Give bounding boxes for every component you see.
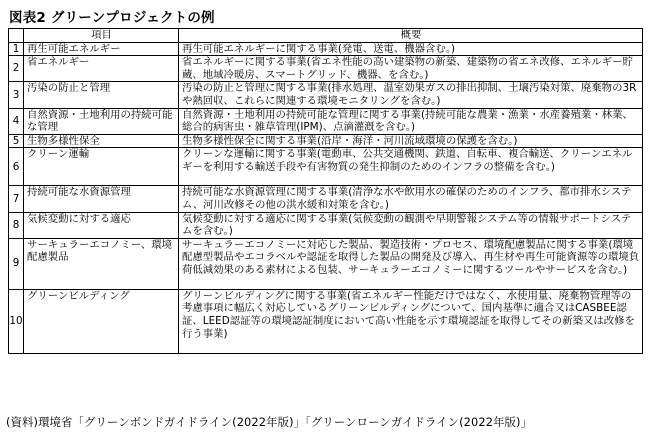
row-number: 3 [9,82,24,108]
header-number [9,29,24,43]
row-number: 6 [9,148,24,186]
row-item: 自然資源・土地利用の持続可能な管理 [24,108,179,134]
row-item: 再生可能エネルギー [24,42,179,56]
row-item: グリーンビルディング [24,289,179,353]
figure-title: 図表2 グリーンプロジェクトの例 [9,10,215,26]
source-note: (資料)環境省「グリーンボンドガイドライン(2022年版)」「グリーンローンガイドライン(2022年版)」 [6,415,533,429]
row-number: 7 [9,186,24,212]
header-item: 項目 [24,29,179,43]
row-summary: 省エネルギーに関する事業(省エネ性能の高い建築物の新築、建築物の省エネ改修、エネルギー貯蔵、地域冷暖房、スマートグリッド、機器、を含む。) [179,56,643,82]
table-row [9,212,643,238]
row-summary: クリーンな運輸に関する事業(電動車、公共交通機関、鉄道、自転車、複合輸送、クリーンエネルギーを利用する輸送手段や有害物質の発生抑制のためのインフラの整備を含む。) [179,148,643,186]
row-number: 5 [9,134,24,148]
header-summary: 概要 [179,29,643,43]
table-row [9,56,643,82]
row-number: 4 [9,108,24,134]
table-row [9,148,643,186]
table-row [9,42,643,56]
row-summary: 生物多様性保全に関する事業(沿岸・海洋・河川流域環境の保護を含む。) [179,134,643,148]
row-summary: 自然資源・土地利用の持続可能な管理に関する事業(持続可能な農業・漁業・水産養殖業・林業、総合的病害虫・雑草管理(IPM)、点滴灌漑を含む。) [179,108,643,134]
row-item: 省エネルギー [24,56,179,82]
table-row [9,134,643,148]
table-row [9,289,643,353]
table-row [9,238,643,289]
row-summary: グリーンビルディングに関する事業(省エネルギー性能だけではなく、水使用量、廃棄物管理等の考慮事項に幅広く対応しているグリーンビルディングについて、国内基準に適合又はCASBEE認証、LEED認証等の環境認証制度において高い性能を示す環境認証を取得してその新築又は改修を行う事業) [179,289,643,353]
green-project-table [8,28,643,354]
row-item: クリーン運輸 [24,148,179,186]
row-number: 10 [9,289,24,353]
row-summary: 持続可能な水資源管理に関する事業(清浄な水や飲用水の確保のためのインフラ、都市排水システム、河川改修その他の洪水緩和対策を含む。) [179,186,643,212]
row-item: 持続可能な水資源管理 [24,186,179,212]
row-summary: 再生可能エネルギーに関する事業(発電、送電、機器含む。) [179,42,643,56]
row-number: 9 [9,238,24,289]
row-summary: サーキュラーエコノミーに対応した製品、製造技術・プロセス、環境配慮製品に関する事業(環境配慮型製品やエコラベルや認証を取得した製品の開発及び導入、再生材や再生可能資源等の環境負荷低減効果のある素材による包装、サーキュラーエコノミーに関するツールやサービスを含む。) [179,238,643,289]
table-header-row [9,29,643,43]
row-item: 汚染の防止と管理 [24,82,179,108]
row-item: 気候変動に対する適応 [24,212,179,238]
row-number: 8 [9,212,24,238]
row-item: 生物多様性保全 [24,134,179,148]
table-row [9,108,643,134]
row-summary: 気候変動に対する適応に関する事業(気候変動の観測や早期警報システム等の情報サポートシステムを含む。) [179,212,643,238]
row-item: サーキュラーエコノミー、環境配慮製品 [24,238,179,289]
row-number: 1 [9,42,24,56]
table-row [9,82,643,108]
row-number: 2 [9,56,24,82]
table-row [9,186,643,212]
row-summary: 汚染の防止と管理に関する事業(排水処理、温室効果ガスの排出抑制、土壌汚染対策、廃棄物の3Rや熱回収、これらに関連する環境モニタリングを含む。) [179,82,643,108]
